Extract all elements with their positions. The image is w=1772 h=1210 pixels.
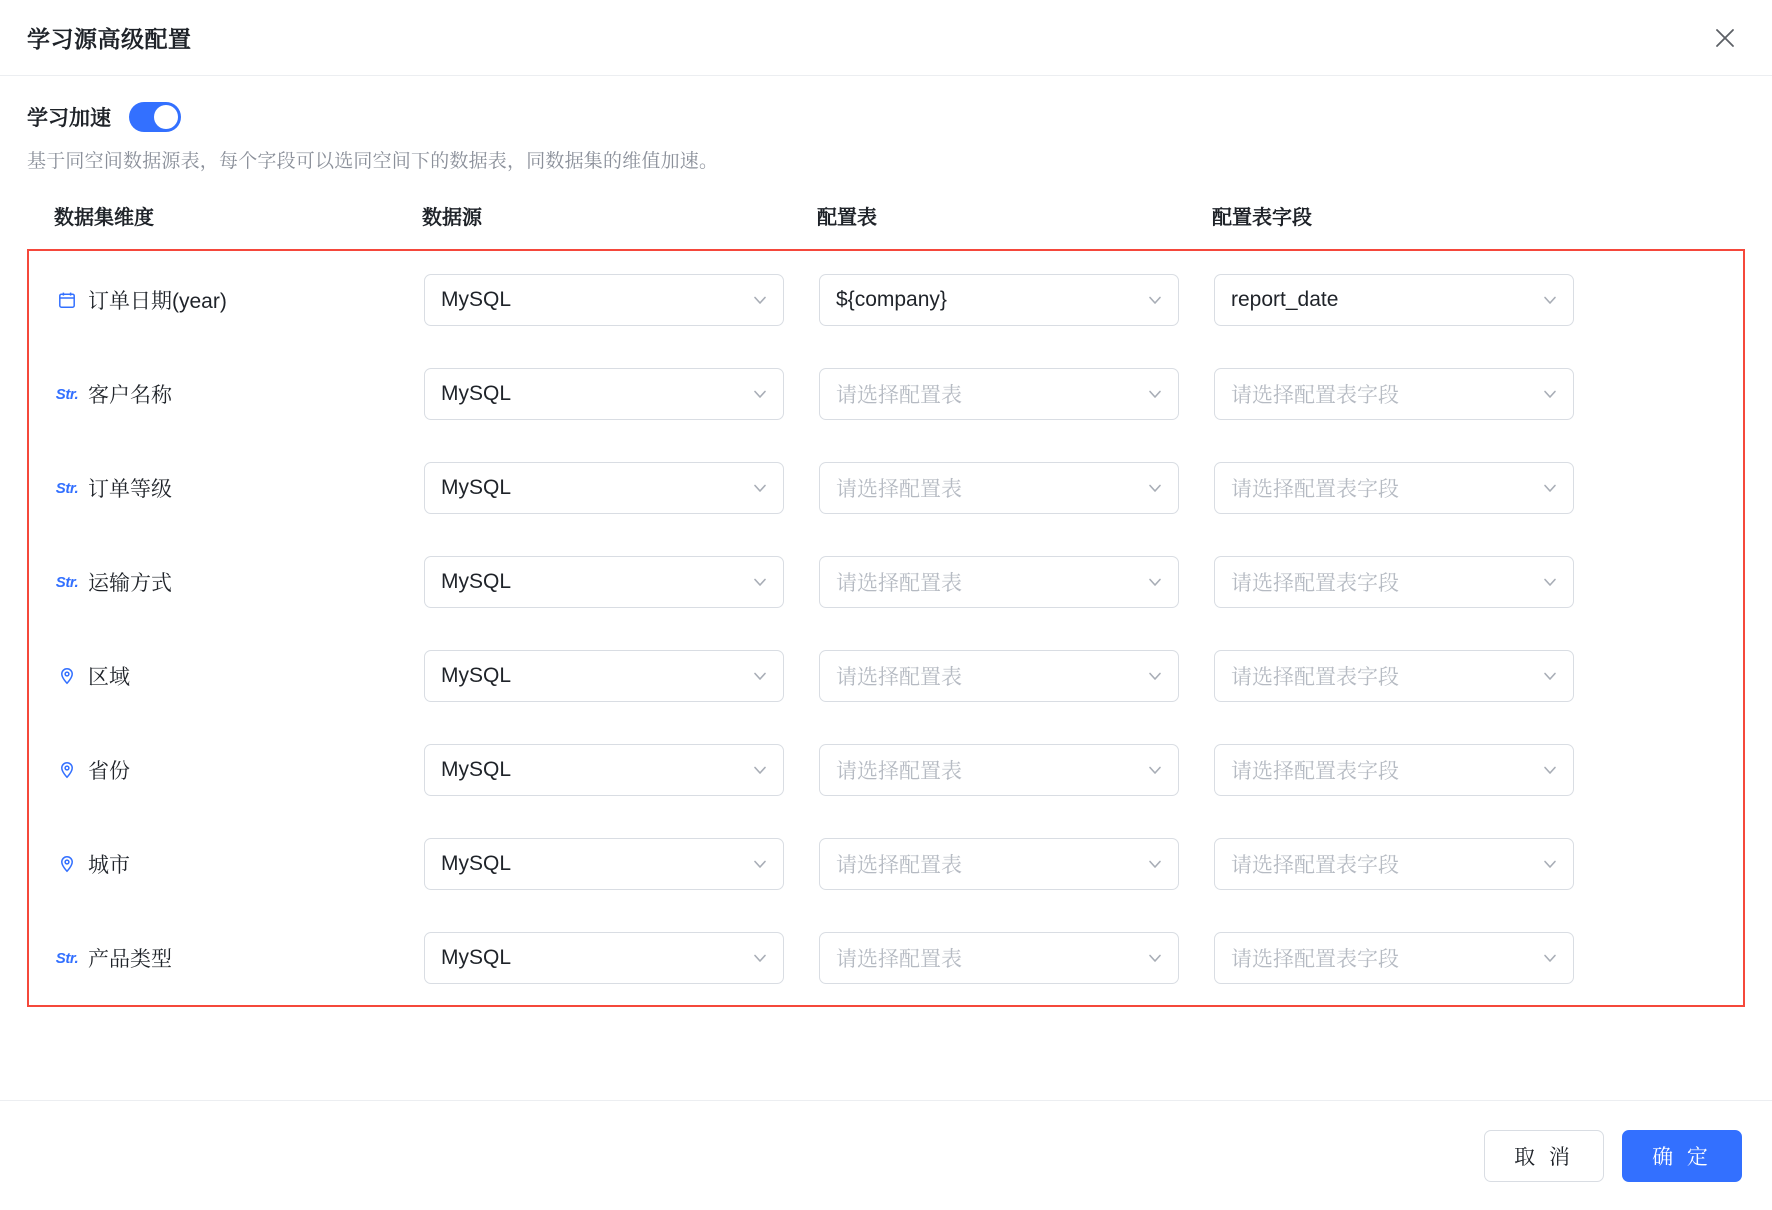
config-table-select-4[interactable] [819,650,1179,702]
chevron-down-icon [1138,667,1164,685]
datasource-cell [424,650,819,702]
config-field-cell [1214,462,1609,514]
chevron-down-icon [743,855,769,873]
location-pin-icon [56,759,78,781]
dimension-mapping-list [27,251,1745,1007]
dimension-cell [29,661,424,691]
config-field-cell [1214,274,1609,326]
config-field-cell [1214,650,1609,702]
config-table-cell [819,368,1214,420]
config-table-cell [819,274,1214,326]
dimension-label: 订单日期(year) [88,290,227,313]
dimension-cell [29,943,424,973]
string-type-icon: Str. [55,949,79,967]
config-table-cell [819,932,1214,984]
datasource-cell [424,462,819,514]
datasource-select-3-value: MySQL [441,570,512,593]
config-table-select-3[interactable] [819,556,1179,608]
datasource-cell [424,744,819,796]
config-table-select-1-value: 请选择配置表 [836,384,962,407]
learning-acceleration-toggle[interactable] [129,102,181,132]
config-field-select-0[interactable] [1214,274,1574,326]
chevron-down-icon [1533,291,1559,309]
dialog-header [0,0,1772,76]
config-table-select-2[interactable] [819,462,1179,514]
dimension-cell [29,567,424,597]
chevron-down-icon [1138,291,1164,309]
close-icon[interactable] [1708,21,1742,55]
table-row [29,723,1743,817]
chevron-down-icon [1533,573,1559,591]
config-table-select-5[interactable] [819,744,1179,796]
datasource-select-6-value: MySQL [441,852,512,875]
page-title: 学习源高级配置 [27,26,192,52]
column-header-dimension: 数据集维度 [54,207,154,229]
config-field-cell [1214,744,1609,796]
acceleration-description: 基于同空间数据源表，每个字段可以选同空间下的数据表，同数据集的维值加速。 [27,151,719,172]
chevron-down-icon [1533,855,1559,873]
config-field-select-7-value: 请选择配置表字段 [1231,948,1399,971]
config-field-select-1[interactable] [1214,368,1574,420]
config-field-cell [1214,838,1609,890]
config-field-select-7[interactable] [1214,932,1574,984]
learning-acceleration-row [27,102,1745,132]
datasource-select-6[interactable] [424,838,784,890]
chevron-down-icon [743,949,769,967]
config-field-select-2-value: 请选择配置表字段 [1231,478,1399,501]
chevron-down-icon [743,573,769,591]
config-table-cell [819,462,1214,514]
dimension-label: 省份 [88,760,130,783]
config-field-select-0-value: report_date [1231,288,1339,311]
datasource-cell [424,838,819,890]
location-pin-icon [56,853,78,875]
config-field-select-3-value: 请选择配置表字段 [1231,572,1399,595]
config-field-cell [1214,556,1609,608]
table-row [29,253,1743,347]
column-header-config-field: 配置表字段 [1212,207,1312,229]
datasource-cell [424,932,819,984]
datasource-select-5-value: MySQL [441,758,512,781]
chevron-down-icon [1533,667,1559,685]
datasource-select-0[interactable] [424,274,784,326]
config-table-cell [819,838,1214,890]
chevron-down-icon [743,385,769,403]
datasource-select-0-value: MySQL [441,288,512,311]
column-header-datasource: 数据源 [422,207,482,229]
datasource-select-1[interactable] [424,368,784,420]
table-header-row [27,201,1745,251]
config-field-select-4-value: 请选择配置表字段 [1231,666,1399,689]
learning-acceleration-label: 学习加速 [27,107,111,130]
datasource-select-3[interactable] [424,556,784,608]
config-table-select-6-value: 请选择配置表 [836,854,962,877]
dialog-body [0,76,1772,1100]
dimension-label: 城市 [88,854,130,877]
location-pin-icon [56,665,78,687]
chevron-down-icon [743,761,769,779]
config-table-select-4-value: 请选择配置表 [836,666,962,689]
toggle-knob [154,105,178,129]
string-type-icon: Str. [55,573,79,591]
config-table-select-5-value: 请选择配置表 [836,760,962,783]
dimension-cell [29,849,424,879]
config-field-select-6[interactable] [1214,838,1574,890]
config-field-select-5-value: 请选择配置表字段 [1231,760,1399,783]
config-table-cell [819,744,1214,796]
chevron-down-icon [1138,385,1164,403]
datasource-select-1-value: MySQL [441,382,512,405]
string-type-icon: Str. [55,479,79,497]
chevron-down-icon [743,479,769,497]
chevron-down-icon [743,667,769,685]
datasource-select-4-value: MySQL [441,664,512,687]
datasource-cell [424,556,819,608]
dimension-cell [29,285,424,315]
dimension-label: 订单等级 [88,478,172,501]
datasource-cell [424,274,819,326]
chevron-down-icon [1533,479,1559,497]
dimension-cell [29,755,424,785]
datasource-select-5[interactable] [424,744,784,796]
config-field-select-4[interactable] [1214,650,1574,702]
config-field-cell [1214,368,1609,420]
config-table-select-3-value: 请选择配置表 [836,572,962,595]
chevron-down-icon [1138,949,1164,967]
chevron-down-icon [743,291,769,309]
dimension-label: 区域 [88,666,130,689]
dimension-label: 运输方式 [88,572,172,595]
config-field-select-6-value: 请选择配置表字段 [1231,854,1399,877]
config-field-select-2[interactable] [1214,462,1574,514]
chevron-down-icon [1138,761,1164,779]
calendar-icon [56,289,78,311]
dialog-footer [0,1100,1772,1210]
config-field-select-3[interactable] [1214,556,1574,608]
chevron-down-icon [1533,761,1559,779]
config-field-cell [1214,932,1609,984]
datasource-cell [424,368,819,420]
table-row [29,441,1743,535]
table-row [29,817,1743,911]
string-type-icon: Str. [55,385,79,403]
config-table-select-1[interactable] [819,368,1179,420]
table-row [29,347,1743,441]
config-table-select-0[interactable] [819,274,1179,326]
chevron-down-icon [1138,479,1164,497]
datasource-select-2[interactable] [424,462,784,514]
datasource-select-4[interactable] [424,650,784,702]
config-table-select-7[interactable] [819,932,1179,984]
dimension-label: 客户名称 [88,384,172,407]
config-table-select-0-value: ${company} [836,288,947,311]
chevron-down-icon [1533,385,1559,403]
dimension-label: 产品类型 [88,948,172,971]
cancel-button[interactable]: 取 消 [1484,1130,1604,1182]
config-table-cell [819,556,1214,608]
chevron-down-icon [1533,949,1559,967]
config-field-select-5[interactable] [1214,744,1574,796]
table-row [29,535,1743,629]
datasource-select-7-value: MySQL [441,946,512,969]
table-row [29,911,1743,1005]
config-table-cell [819,650,1214,702]
config-table-select-6[interactable] [819,838,1179,890]
config-table-select-7-value: 请选择配置表 [836,948,962,971]
dimension-cell [29,473,424,503]
confirm-button[interactable]: 确 定 [1622,1130,1742,1182]
chevron-down-icon [1138,855,1164,873]
chevron-down-icon [1138,573,1164,591]
config-field-select-1-value: 请选择配置表字段 [1231,384,1399,407]
table-row [29,629,1743,723]
column-header-config-table: 配置表 [817,207,877,229]
datasource-select-7[interactable] [424,932,784,984]
datasource-select-2-value: MySQL [441,476,512,499]
dimension-cell [29,379,424,409]
config-table-select-2-value: 请选择配置表 [836,478,962,501]
